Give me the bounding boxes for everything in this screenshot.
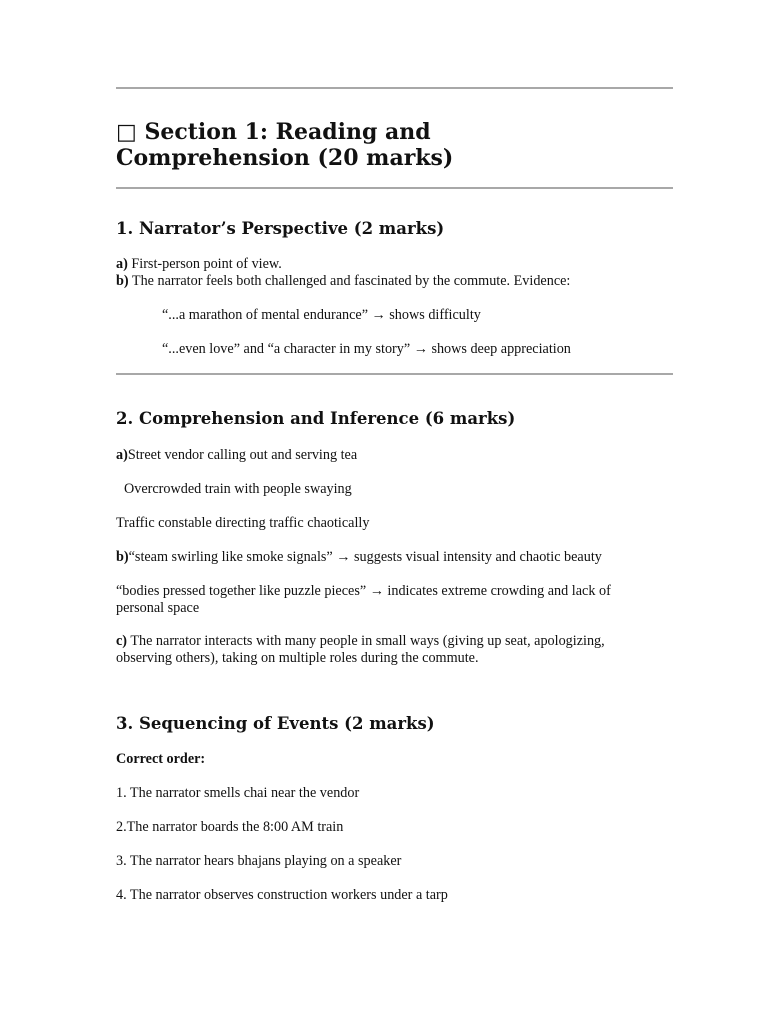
q3-heading: 3. Sequencing of Events (2 marks): [116, 714, 435, 733]
q1-evidence-1: “...a marathon of mental endurance” → shows difficulty: [162, 307, 481, 323]
q2-b-item-2: “bodies pressed together like puzzle pieces” → indicates extreme crowding and lack of personal space: [116, 583, 611, 616]
divider-top: [116, 87, 673, 89]
divider-q1: [116, 373, 673, 375]
q3-item-2: 2.The narrator boards the 8:00 AM train: [116, 819, 344, 835]
section-icon: □: [116, 119, 137, 145]
section-title-line2: Comprehension (20 marks): [116, 145, 454, 171]
q3-order-label: [116, 751, 673, 768]
q1-heading: 1. Narrator’s Perspective (2 marks): [116, 219, 445, 238]
q3-order-label-text: Correct order:: [116, 751, 206, 767]
divider-section: [116, 187, 673, 189]
q2-b-label: b): [116, 549, 129, 565]
q2-a-label: a): [116, 447, 128, 463]
q2-c-label: c): [116, 633, 128, 649]
q1-answer-b: [116, 273, 673, 290]
q2-a-item-1: Street vendor calling out and serving tea: [127, 447, 358, 463]
q1-a-label: a): [116, 256, 128, 272]
q1-answer-a: [116, 256, 673, 273]
q2-heading: 2. Comprehension and Inference (6 marks): [116, 409, 516, 428]
q1-b-text: The narrator feels both challenged and fascinated by the commute. Evidence:: [128, 273, 571, 289]
q2-a-item-3: Traffic constable directing traffic chaotically: [116, 515, 370, 531]
q2-a-item-2: Overcrowded train with people swaying: [124, 481, 352, 497]
q1-evidence-2: “...even love” and “a character in my story” → shows deep appreciation: [162, 341, 571, 357]
q2-b-item-1: “steam swirling like smoke signals” → suggests visual intensity and chaotic beauty: [128, 549, 602, 565]
q1-b-label: b): [116, 273, 129, 289]
q2-answer-a-1: [116, 447, 673, 464]
q1-a-text: First-person point of view.: [127, 256, 282, 272]
q2-c-text: The narrator interacts with many people in small ways (giving up seat, apologizing, observing others), taking on multiple roles during the commute.: [116, 633, 605, 666]
q2-answer-c: [116, 633, 661, 667]
section-title-line1: Section 1: Reading and: [144, 119, 431, 145]
section-title: [116, 119, 673, 171]
q3-item-4: 4. The narrator observes construction workers under a tarp: [116, 887, 448, 903]
q3-item-3: 3. The narrator hears bhajans playing on a speaker: [116, 853, 402, 869]
q3-item-1: 1. The narrator smells chai near the vendor: [116, 785, 360, 801]
q2-answer-b-1: [116, 549, 673, 566]
